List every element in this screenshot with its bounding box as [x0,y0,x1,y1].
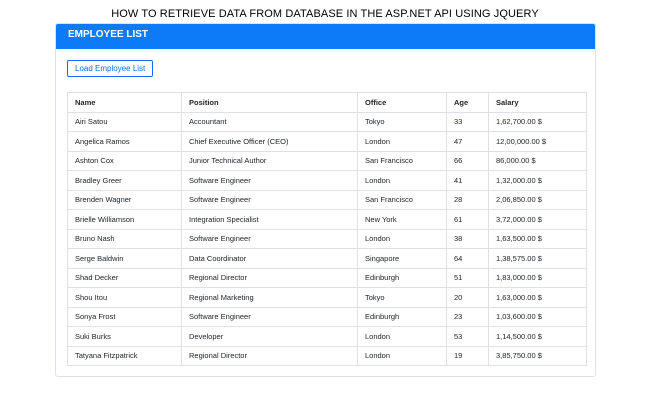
cell-salary: 86,000.00 $ [489,151,587,171]
cell-name: Suki Burks [68,327,182,347]
cell-office: Singapore [358,249,447,269]
cell-age: 64 [447,249,489,269]
cell-office: San Francisco [358,151,447,171]
cell-salary: 1,38,575.00 $ [489,249,587,269]
column-header-name: Name [68,93,182,113]
cell-age: 28 [447,190,489,210]
table-row [68,346,587,366]
cell-salary: 3,72,000.00 $ [489,210,587,230]
table-header-row [68,93,587,113]
cell-position: Software Engineer [182,307,358,327]
cell-salary: 12,00,000.00 $ [489,132,587,152]
employee-card [55,23,596,377]
cell-name: Bruno Nash [68,229,182,249]
table-row [68,171,587,191]
cell-name: Brenden Wagner [68,190,182,210]
cell-office: San Francisco [358,190,447,210]
cell-name: Angelica Ramos [68,132,182,152]
cell-age: 61 [447,210,489,230]
cell-position: Software Engineer [182,190,358,210]
table-row [68,249,587,269]
cell-position: Software Engineer [182,229,358,249]
cell-office: London [358,229,447,249]
column-header-salary: Salary [489,93,587,113]
cell-age: 66 [447,151,489,171]
cell-office: Edinburgh [358,307,447,327]
cell-office: London [358,132,447,152]
table-row [68,151,587,171]
column-header-office: Office [358,93,447,113]
cell-name: Shou Itou [68,288,182,308]
card-header: EMPLOYEE LIST [56,24,595,49]
cell-position: Chief Executive Officer (CEO) [182,132,358,152]
cell-position: Integration Specialist [182,210,358,230]
cell-position: Junior Technical Author [182,151,358,171]
cell-age: 33 [447,112,489,132]
cell-salary: 3,85,750.00 $ [489,346,587,366]
cell-position: Developer [182,327,358,347]
cell-office: Tokyo [358,112,447,132]
cell-office: London [358,327,447,347]
cell-position: Regional Marketing [182,288,358,308]
cell-office: Edinburgh [358,268,447,288]
cell-salary: 1,63,500.00 $ [489,229,587,249]
table-row [68,229,587,249]
table-head [68,93,587,113]
cell-position: Accountant [182,112,358,132]
cell-salary: 1,03,600.00 $ [489,307,587,327]
cell-position: Regional Director [182,268,358,288]
cell-age: 53 [447,327,489,347]
cell-age: 20 [447,288,489,308]
cell-office: Tokyo [358,288,447,308]
cell-name: Airi Satou [68,112,182,132]
cell-name: Bradley Greer [68,171,182,191]
cell-age: 41 [447,171,489,191]
cell-name: Sonya Frost [68,307,182,327]
cell-salary: 1,32,000.00 $ [489,171,587,191]
cell-position: Software Engineer [182,171,358,191]
cell-name: Shad Decker [68,268,182,288]
cell-salary: 1,83,000.00 $ [489,268,587,288]
column-header-age: Age [447,93,489,113]
cell-age: 23 [447,307,489,327]
table-row [68,112,587,132]
table-body [68,112,587,366]
table-row [68,327,587,347]
table-row [68,210,587,230]
cell-position: Regional Director [182,346,358,366]
table-row [68,190,587,210]
cell-salary: 2,06,850.00 $ [489,190,587,210]
employee-table-wrap [67,92,584,366]
cell-name: Serge Baldwin [68,249,182,269]
table-row [68,132,587,152]
cell-position: Data Coordinator [182,249,358,269]
table-row [68,288,587,308]
cell-salary: 1,14,500.00 $ [489,327,587,347]
cell-office: London [358,346,447,366]
cell-name: Tatyana Fitzpatrick [68,346,182,366]
table-row [68,307,587,327]
column-header-position: Position [182,93,358,113]
card-body [56,49,595,375]
cell-age: 47 [447,132,489,152]
cell-name: Brielle Williamson [68,210,182,230]
cell-name: Ashton Cox [68,151,182,171]
cell-age: 19 [447,346,489,366]
cell-age: 38 [447,229,489,249]
table-row [68,268,587,288]
cell-salary: 1,62,700.00 $ [489,112,587,132]
cell-salary: 1,63,000.00 $ [489,288,587,308]
page-title: HOW TO RETRIEVE DATA FROM DATABASE IN THE ASP.NET API USING JQUERY [111,8,539,20]
cell-office: New York [358,210,447,230]
cell-age: 51 [447,268,489,288]
load-employee-list-button[interactable]: Load Employee List [67,60,153,77]
cell-office: London [358,171,447,191]
employee-table [67,92,587,366]
